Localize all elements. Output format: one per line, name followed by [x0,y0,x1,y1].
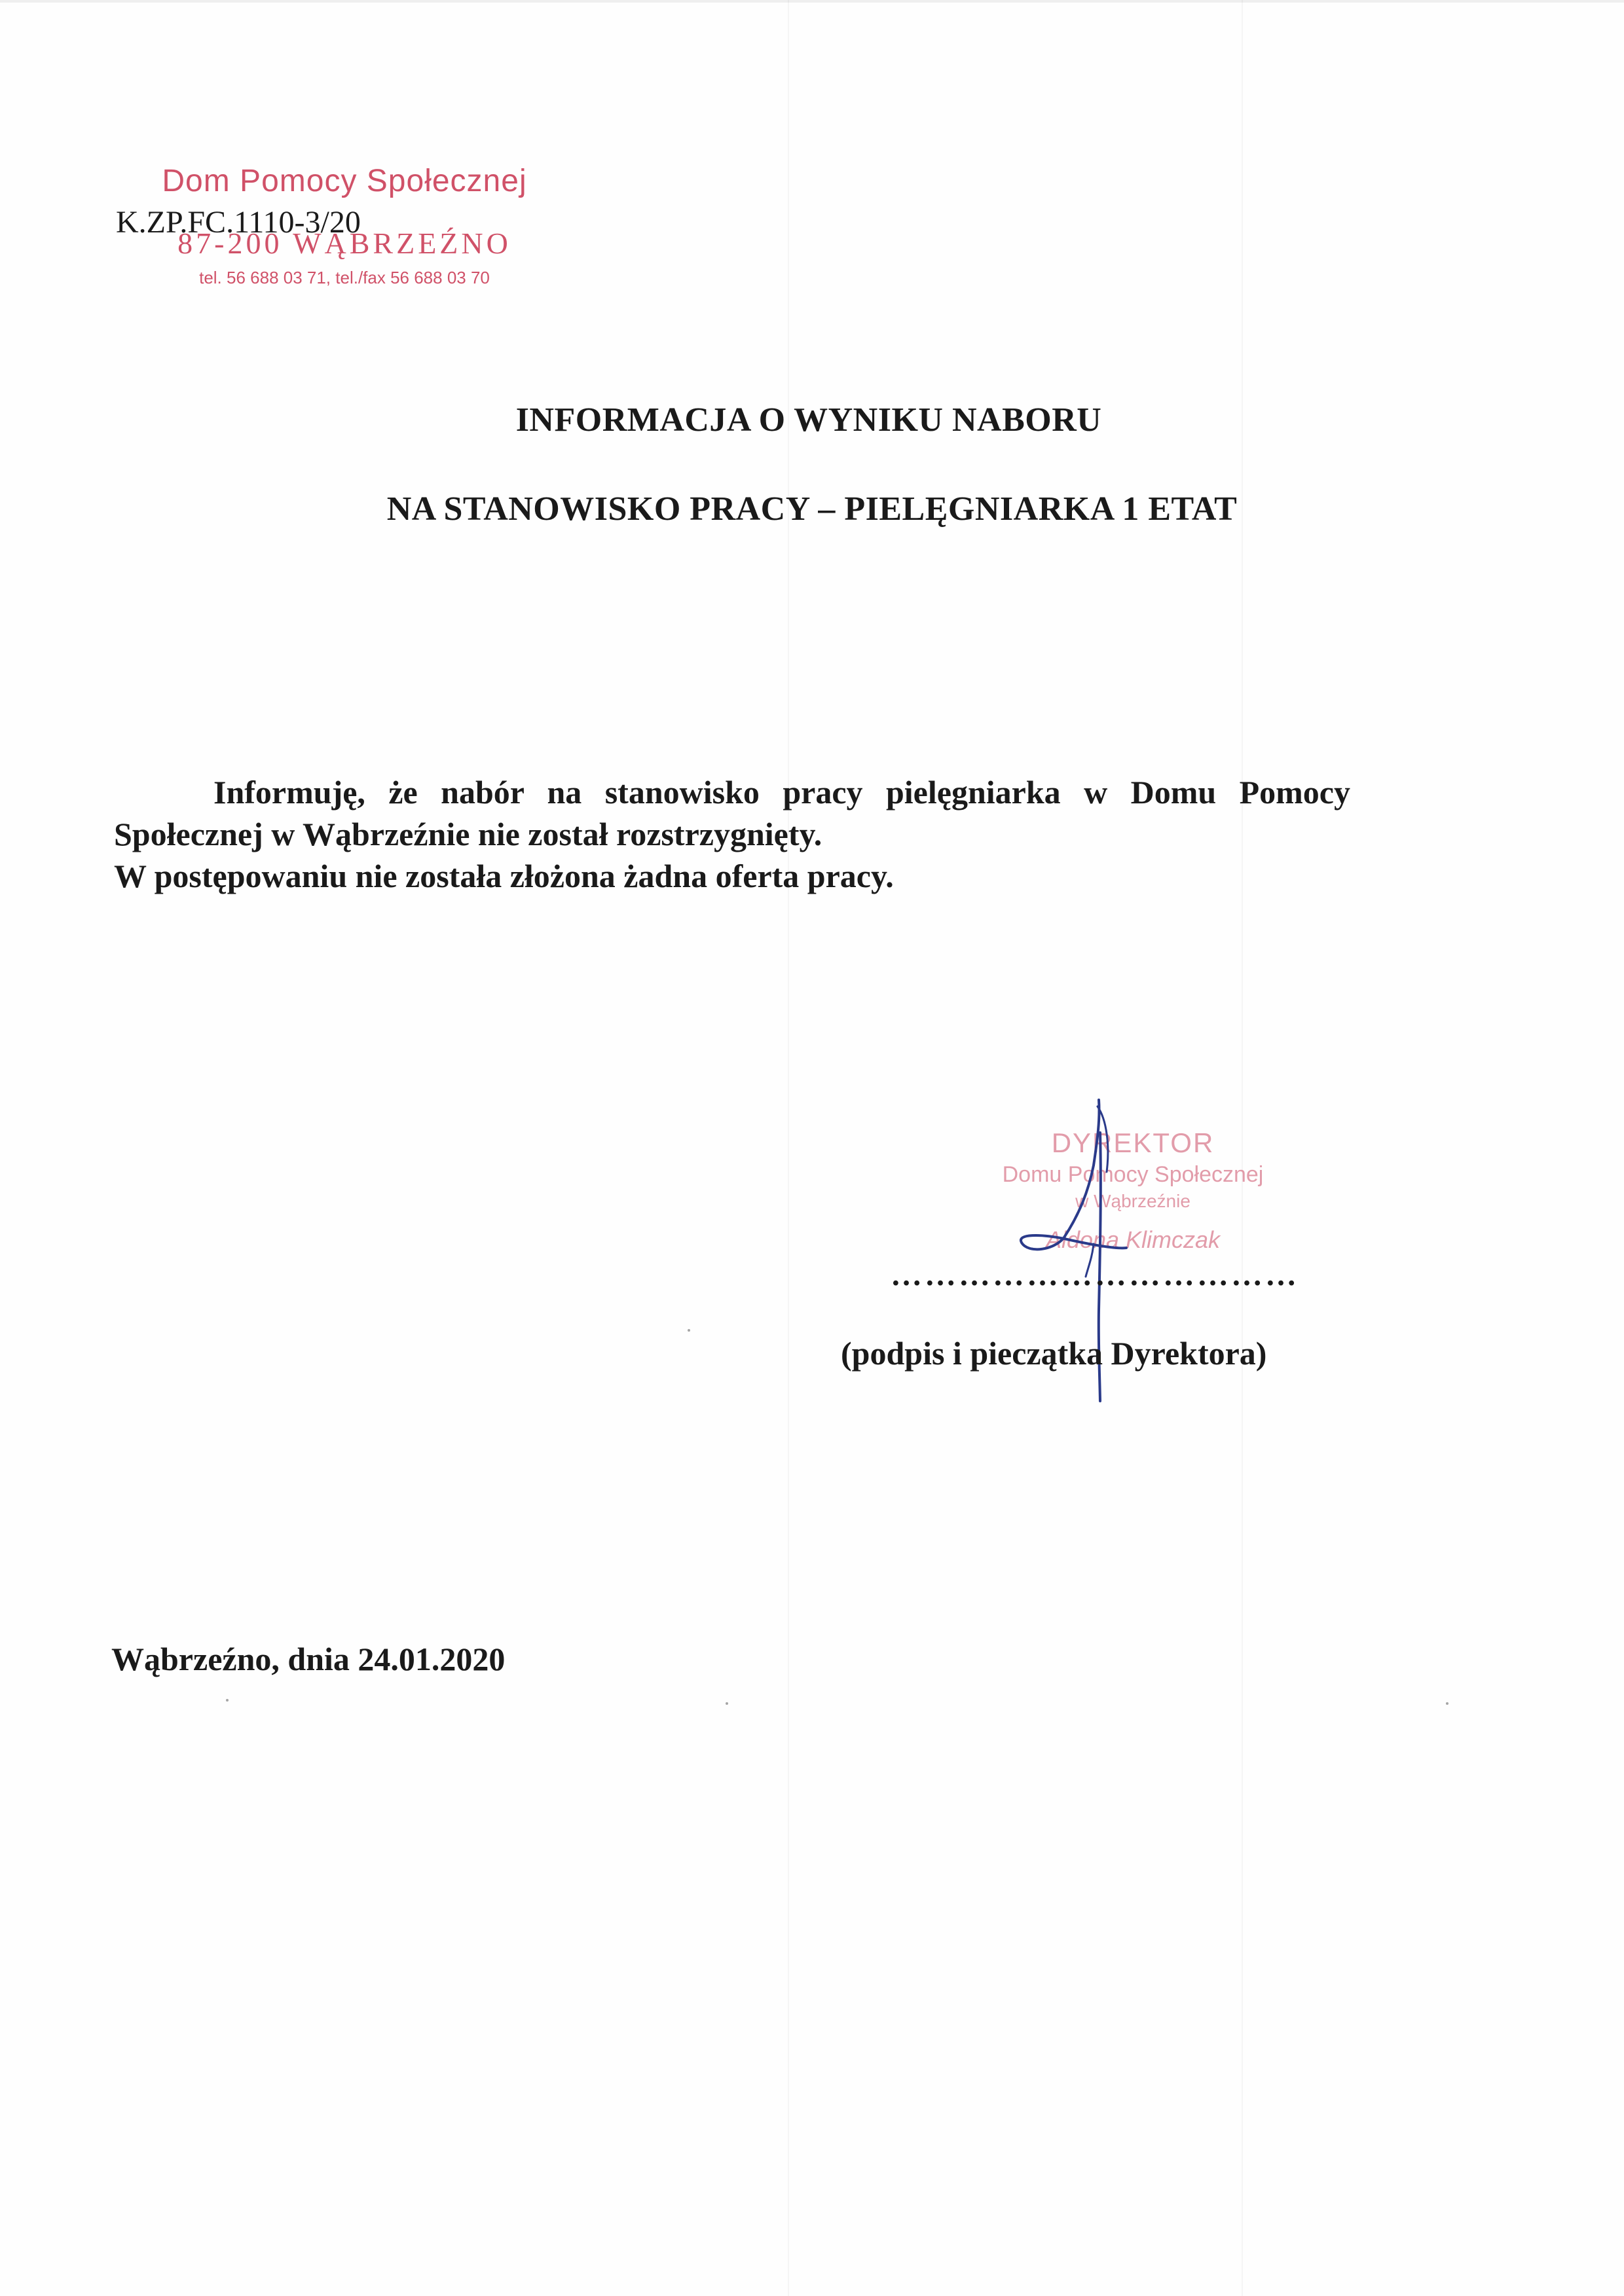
stamp-phone: tel. 56 688 03 71, tel./fax 56 688 03 70 [199,268,490,287]
stamp-institution-name: Dom Pomocy Społecznej [162,164,527,198]
document-subtitle: NA STANOWISKO PRACY – PIELĘGNIARKA 1 ETAT [386,490,1238,528]
director-stamp-name: Aldona Klimczak [1045,1226,1221,1253]
scan-speck [688,1329,690,1332]
scan-speck [726,1702,728,1705]
scan-edge [0,0,1624,3]
signature-caption: (podpis i pieczątka Dyrektora) [841,1335,1267,1372]
director-stamp-location: w Wąbrzeźnie [1075,1191,1190,1211]
body-paragraph: W postępowaniu nie została złożona żadna oferta pracy. [114,858,894,894]
document-title: INFORMACJA O WYNIKU NABORU [515,401,1102,439]
reference-number: K.ZP.FC.1110-3/20 [116,205,361,240]
scan-speck [1446,1702,1449,1705]
director-stamp-institution: Domu Pomocy Społecznej [1002,1162,1264,1187]
body-text [114,771,1350,897]
stamp-address: 87-200 WĄBRZEŹNO [177,227,511,260]
scan-speck [226,1699,229,1702]
signature-line: ……………………………… [891,1258,1299,1292]
place-and-date: Wąbrzeźno, dnia 24.01.2020 [111,1641,506,1677]
body-paragraph: Informuję, że nabór na stanowisko pracy pielęgniarka w Domu Pomocy Społecznej w Wąbrzeźnie nie został rozstrzygnięty. [114,774,1350,852]
scan-fold-line [788,0,789,2296]
director-stamp-title: DYREKTOR [1051,1127,1215,1158]
